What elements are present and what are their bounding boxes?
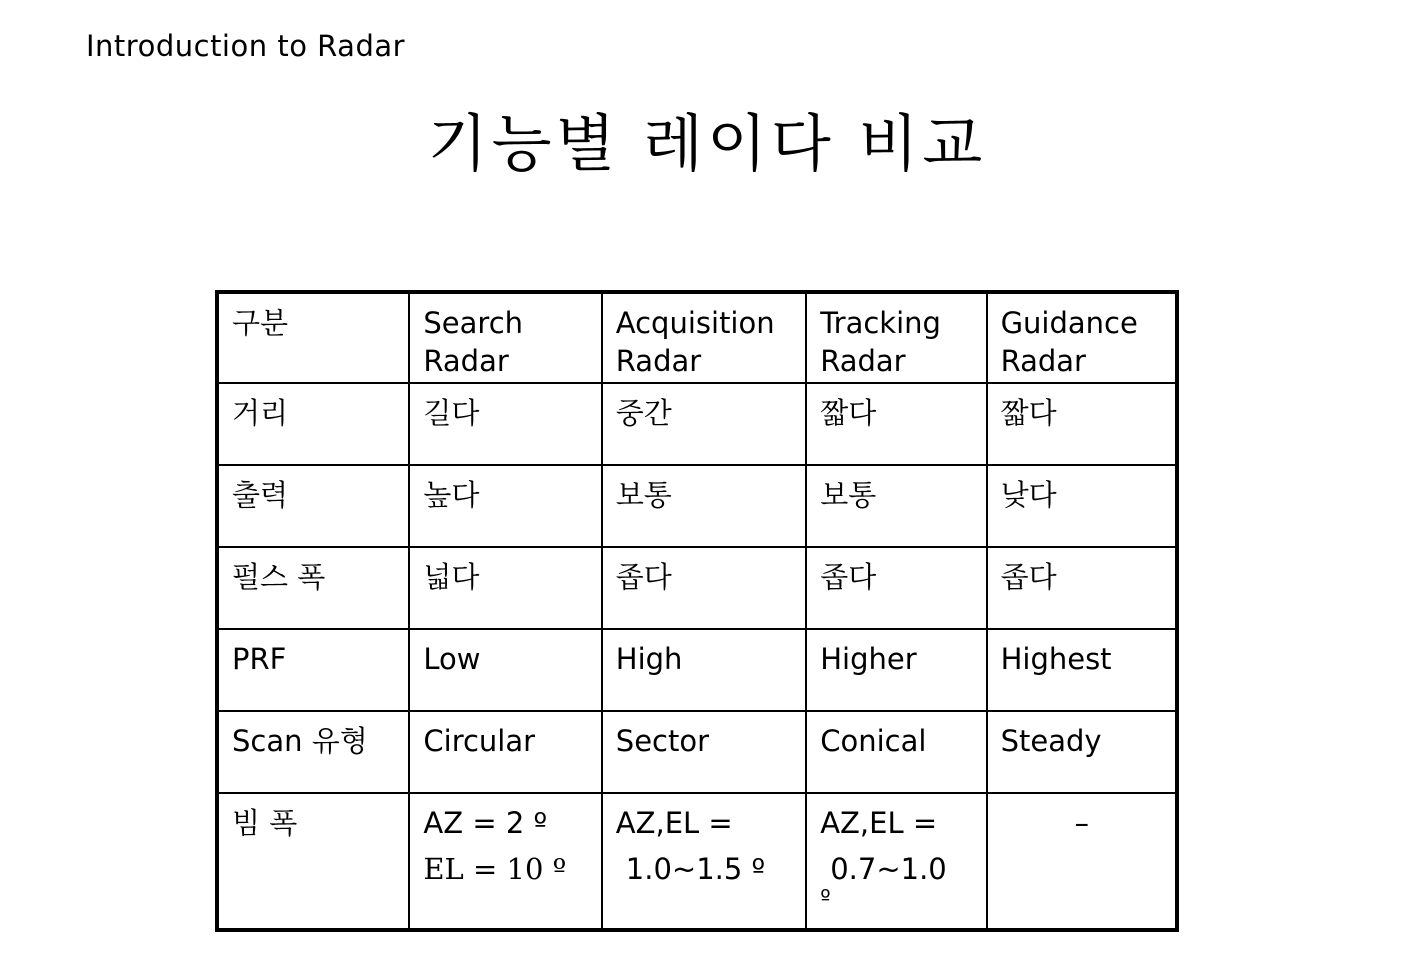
- row-label: 출력: [217, 465, 409, 547]
- cell-acquisition: 좁다: [602, 547, 806, 629]
- cell-acquisition: [602, 793, 806, 930]
- cell-search: 높다: [409, 465, 601, 547]
- cell-search: Circular: [409, 711, 601, 793]
- cell-guidance: Highest: [987, 629, 1177, 711]
- beam-acquisition-line-1: AZ,EL =: [615, 806, 733, 840]
- header-cell-tracking: [806, 292, 986, 383]
- beam-acquisition-line-2: 1.0~1.5 º: [625, 852, 766, 886]
- comparison-table: [215, 290, 1179, 932]
- cell-search: 길다: [409, 383, 601, 465]
- cell-tracking: 좁다: [806, 547, 986, 629]
- cell-tracking: 짧다: [806, 383, 986, 465]
- cell-search: 넓다: [409, 547, 601, 629]
- cell-acquisition: 중간: [602, 383, 806, 465]
- row-label: Scan 유형: [217, 711, 409, 793]
- cell-search: Low: [409, 629, 601, 711]
- header-text: Introduction to Radar: [86, 29, 406, 63]
- row-label: 거리: [217, 383, 409, 465]
- beam-tracking-line-2: 0.7~1.0: [830, 852, 947, 886]
- cell-tracking: 보통: [806, 465, 986, 547]
- table-row-scan-type: [217, 711, 1177, 793]
- table-row-power: [217, 465, 1177, 547]
- row-label: PRF: [217, 629, 409, 711]
- row-label: 펄스 폭: [217, 547, 409, 629]
- cell-guidance: 좁다: [987, 547, 1177, 629]
- header-cell-search: [409, 292, 601, 383]
- header-search-line-1: Search: [423, 306, 524, 340]
- cell-guidance: Steady: [987, 711, 1177, 793]
- header-search-line-2: Radar: [423, 344, 509, 378]
- cell-guidance: 낮다: [987, 465, 1177, 547]
- header-tracking-line-1: Tracking: [820, 306, 941, 340]
- beam-tracking-line-1: AZ,EL =: [820, 806, 938, 840]
- table-header-row: [217, 292, 1177, 383]
- table-row-pulse-width: [217, 547, 1177, 629]
- table-row-beam-width: [217, 793, 1177, 930]
- table-row-prf: [217, 629, 1177, 711]
- header-acquisition-line-1: Acquisition: [615, 306, 775, 340]
- cell-acquisition: High: [602, 629, 806, 711]
- header-guidance-line-2: Radar: [1000, 344, 1086, 378]
- table-row-range: [217, 383, 1177, 465]
- cell-tracking: [806, 793, 986, 930]
- header-tracking-line-2: Radar: [820, 344, 906, 378]
- cell-acquisition: Sector: [602, 711, 806, 793]
- beam-search-line-2: EL = 10 º: [423, 852, 567, 886]
- page-title: 기능별 레이다 비교: [427, 107, 987, 180]
- header-guidance-line-1: Guidance: [1000, 306, 1138, 340]
- cell-guidance: –: [987, 793, 1177, 930]
- cell-acquisition: 보통: [602, 465, 806, 547]
- beam-search-line-1: AZ = 2 º: [423, 806, 548, 840]
- header-cell-label: 구분: [217, 292, 409, 383]
- header-cell-acquisition: [602, 292, 806, 383]
- row-label: 빔 폭: [217, 793, 409, 930]
- cell-tracking: Higher: [806, 629, 986, 711]
- cell-search: [409, 793, 601, 930]
- cell-tracking: Conical: [806, 711, 986, 793]
- header-cell-guidance: [987, 292, 1177, 383]
- cell-guidance: 짧다: [987, 383, 1177, 465]
- header-acquisition-line-2: Radar: [615, 344, 702, 378]
- beam-tracking-line-3: º: [820, 886, 831, 911]
